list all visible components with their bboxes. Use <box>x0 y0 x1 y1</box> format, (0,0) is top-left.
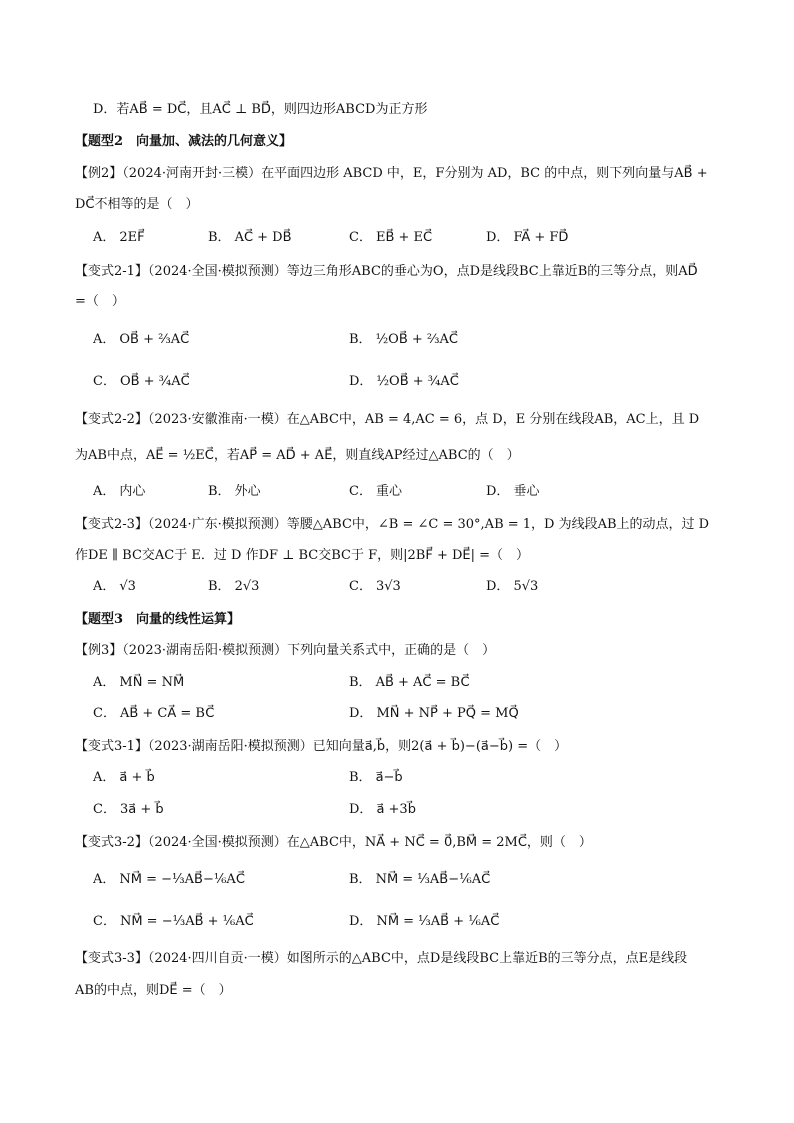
option-b: B． ½OB⃗ + ⅔AC⃗ <box>349 332 458 347</box>
option-d: D． 5√3 <box>486 579 539 594</box>
option-a: A． a⃗ + b⃗ <box>93 770 155 785</box>
option-d: D． MN⃗ + NP⃗ + PQ⃗ = MQ⃗ <box>349 706 519 721</box>
option-b: B． AC⃗ + DB⃗ <box>208 230 292 245</box>
variant-2-2-line-2: 为AB中点，AE⃗ = ½EC⃗，若AP⃗ = AD⃗ + AE⃗，则直线AP经过△ABC的（ ） <box>75 448 520 463</box>
option-b: B． NM⃗ = ⅓AB⃗−⅙AC⃗ <box>349 872 491 887</box>
option-c: C． OB⃗ + ¾AC⃗ <box>93 374 190 389</box>
variant-2-3-line-1: 【变式2-3】（2024·广东·模拟预测）等腰△ABC中，∠B = ∠C = 30°,AB = 1，D 为线段AB上的动点，过 D <box>75 517 710 532</box>
variant-2-1-line-1: 【变式2-1】（2024·全国·模拟预测）等边三角形ABC的垂心为O，点D是线段BC上靠近B的三等分点，则AD⃗ <box>75 264 698 279</box>
option-a: A． MN⃗ = NM⃗ <box>93 675 185 690</box>
variant-3-1-line: 【变式3-1】（2023·湖南岳阳·模拟预测）已知向量a⃗,b⃗，则2(a⃗ + b⃗)−(a⃗−b⃗) =（ ） <box>75 739 568 754</box>
option-c: C． 重心 <box>349 484 402 499</box>
variant-3-3-line-1: 【变式3-3】（2024·四川自贡·一模）如图所示的△ABC中，点D是线段BC上靠近B的三等分点，点E是线段 <box>75 951 688 966</box>
option-b: B． a⃗−b⃗ <box>349 770 403 785</box>
option-d: D． ½OB⃗ + ¾AC⃗ <box>349 374 459 389</box>
option-a: A． 2EF⃗ <box>93 230 145 245</box>
example-3-line: 【例3】（2023·湖南岳阳·模拟预测）下列向量关系式中，正确的是（ ） <box>75 643 496 658</box>
option-c: C． 3a⃗ + b⃗ <box>93 802 164 817</box>
option-a: A． 内心 <box>93 484 146 499</box>
example-2-line-1: 【例2】（2024·河南开封·三模）在平面四边形 ABCD 中，E，F分别为 AD，BC 的中点，则下列向量与AB⃗ + <box>75 166 708 181</box>
option-c: C． 3√3 <box>349 579 401 594</box>
variant-3-3-line-2: AB的中点，则DE⃗ =（ ） <box>75 983 232 998</box>
option-a: A． √3 <box>93 579 136 594</box>
variant-2-1-line-2: =（ ） <box>75 294 125 309</box>
option-d: D． 垂心 <box>486 484 540 499</box>
section-heading-3: 【题型3 向量的线性运算】 <box>75 612 241 627</box>
option-b: B． 外心 <box>208 484 261 499</box>
option-a: A． OB⃗ + ⅔AC⃗ <box>93 332 190 347</box>
option-c: C． EB⃗ + EC⃗ <box>349 230 433 245</box>
variant-2-3-line-2: 作DE ∥ BC交AC于 E．过 D 作DF ⊥ BC交BC于 F，则|2BF⃗ + DE⃗| =（ ） <box>75 548 530 563</box>
option-d-top: D．若AB⃗ = DC⃗，且AC⃗ ⊥ BD⃗，则四边形ABCD为正方形 <box>93 102 428 117</box>
option-c: C． NM⃗ = −⅓AB⃗ + ⅙AC⃗ <box>93 914 254 929</box>
option-d: D． NM⃗ = ⅓AB⃗ + ⅙AC⃗ <box>349 914 500 929</box>
option-a: A． NM⃗ = −⅓AB⃗−⅙AC⃗ <box>93 872 245 887</box>
option-b: B． AB⃗ + AC⃗ = BC⃗ <box>349 675 470 690</box>
section-heading-2: 【题型2 向量加、减法的几何意义】 <box>75 134 293 149</box>
variant-3-2-line: 【变式3-2】（2024·全国·模拟预测）在△ABC中，NA⃗ + NC⃗ = 0⃗,BM⃗ = 2MC⃗，则（ ） <box>75 835 592 850</box>
option-d: D． FA⃗ + FD⃗ <box>486 230 569 245</box>
option-d: D． a⃗ +3b⃗ <box>349 802 416 817</box>
variant-2-2-line-1: 【变式2-2】（2023·安徽淮南·一模）在△ABC中，AB = 4,AC = 6，点 D，E 分别在线段AB，AC上，且 D <box>75 412 700 427</box>
example-2-line-2: DC⃗不相等的是（ ） <box>75 197 199 212</box>
option-c: C． AB⃗ + CA⃗ = BC⃗ <box>93 706 215 721</box>
option-b: B． 2√3 <box>208 579 260 594</box>
